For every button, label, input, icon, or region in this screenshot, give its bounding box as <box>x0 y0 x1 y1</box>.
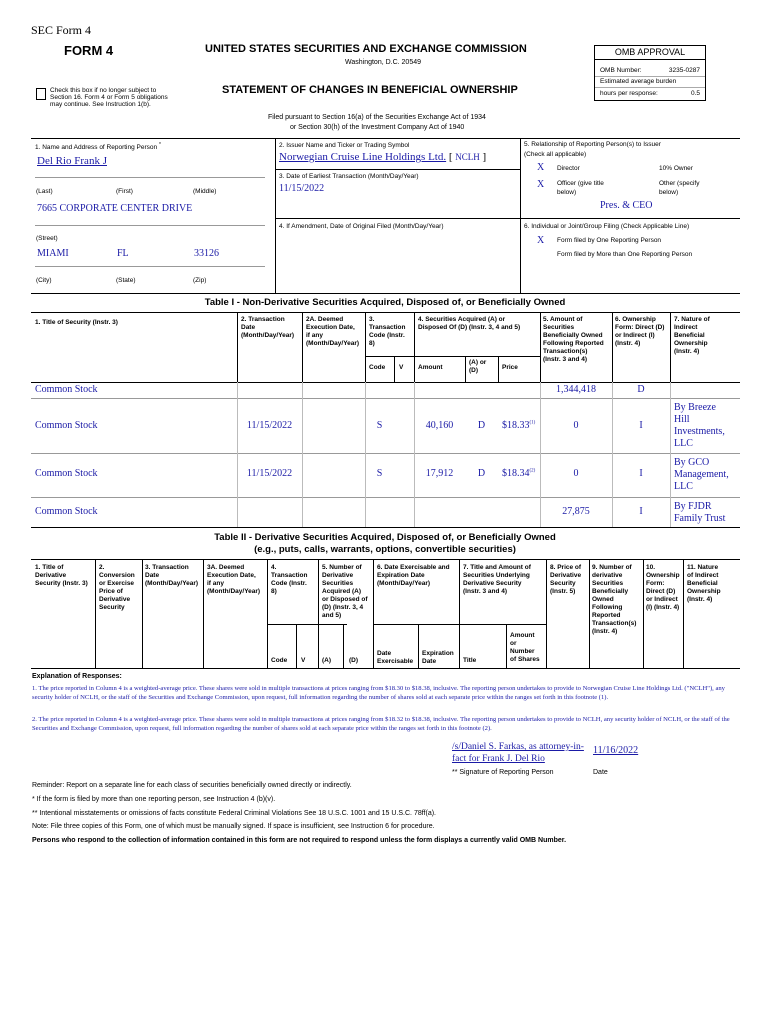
h-line: Beneficially <box>592 588 629 595</box>
city-value: MIAMI <box>37 248 69 259</box>
h-line: 6. Date Exercisable and <box>377 564 450 571</box>
reporting-person-name[interactable]: Del Rio Frank J <box>37 155 107 167</box>
section16-checkbox[interactable] <box>36 88 46 100</box>
h-line: Derivative Security <box>463 580 522 587</box>
state-value: FL <box>117 248 129 259</box>
t1-row-nature <box>674 501 725 525</box>
t1-row-date: 11/15/2022 <box>246 420 293 431</box>
t1-row-price <box>502 420 535 431</box>
h-line: Price of <box>99 588 123 595</box>
h-line: Expiration Date <box>377 572 425 579</box>
t1-row-form: D <box>637 384 645 395</box>
h-line: Beneficial <box>674 332 705 339</box>
h-line: (Instr. 4) <box>615 340 641 347</box>
h-line: Transaction <box>271 572 308 579</box>
table2-title-2: (e.g., puts, calls, warrants, options, convertible securities) <box>254 544 516 555</box>
t1-row-nature <box>674 457 729 493</box>
t1-row-title: Common Stock <box>35 506 98 517</box>
h-line: 2. <box>99 564 105 571</box>
h-line: Code (Instr. <box>369 332 405 339</box>
street-value: 7665 CORPORATE CENTER DRIVE <box>37 203 193 214</box>
h-line: (Instr. 3 and 4) <box>463 588 508 595</box>
t1-row-owned: 27,875 <box>562 506 590 517</box>
t1-row-form: I <box>639 468 643 479</box>
h-line: Derivative <box>322 572 354 579</box>
t1-row-owned: 0 <box>573 420 579 431</box>
table1-title: Table I - Non-Derivative Securities Acquired, Disposed of, or Beneficially Owned <box>204 297 566 308</box>
t1-h4 <box>418 316 520 332</box>
check-text-line: Check this box if no longer subject to <box>50 87 157 94</box>
h-line: of Shares <box>510 656 540 663</box>
last-label: (Last) <box>36 188 53 195</box>
t1-row-amount: 17,912 <box>425 468 454 479</box>
h-line: Form: Direct (D) <box>615 324 665 331</box>
nature-line: Family Trust <box>674 513 726 524</box>
note-copies: Note: File three copies of this Form, one of which must be manually signed. If space is insufficient, see Instruction 6 for procedure. <box>32 823 435 830</box>
nature-line: By GCO <box>674 457 710 468</box>
h-line: Execution Date, <box>306 324 355 331</box>
t2-h3a <box>207 564 260 596</box>
t1-row-title: Common Stock <box>35 420 98 431</box>
h-line: Date <box>422 658 437 665</box>
t2-sub-d: (D) <box>349 657 359 664</box>
h-line: (Instr. 4) <box>687 596 713 603</box>
t1-row-nature <box>674 402 725 450</box>
one-person-check[interactable]: X <box>537 235 545 246</box>
h-line: Acquired (A) <box>322 588 361 595</box>
h-line: 4. Securities Acquired (A) or <box>418 316 506 323</box>
ticker-bracket-close: ] <box>482 151 487 163</box>
price-footnote[interactable]: (2) <box>529 468 536 474</box>
form-number: FORM 4 <box>64 43 114 58</box>
other-line: Other (specify <box>659 180 700 187</box>
h-line: Transaction(s) <box>592 620 637 627</box>
t2-sub-code: Code <box>271 657 288 664</box>
city-label: (City) <box>36 277 52 284</box>
h-line: (Month/Day/Year) <box>241 332 295 339</box>
h-line: 2A. Deemed <box>306 316 344 323</box>
h-line: Disposed Of (D) (Instr. 3, 4 and 5) <box>418 324 521 331</box>
other-label <box>659 179 699 197</box>
note-misstatements: ** Intentional misstatements or omissions of facts constitute Federal Criminal Violations See 18 U.S.C. 1001 and 15 U.S.C. 78ff(a). <box>32 810 436 817</box>
h-line: 5. Amount of <box>543 316 583 323</box>
h-line: Security (Instr. 3) <box>35 580 88 587</box>
omb-number-label: OMB Number: <box>600 67 642 74</box>
t1-h7 <box>674 316 710 356</box>
t1-sub-ad <box>469 359 486 375</box>
one-person-label: Form filed by One Reporting Person <box>557 237 662 244</box>
director-check[interactable]: X <box>537 162 545 173</box>
officer-line: Officer (give title <box>557 180 604 187</box>
h-line: (Instr. 3 and 4) <box>543 356 588 363</box>
officer-label <box>557 179 604 197</box>
t1-sub-v: V <box>399 364 404 371</box>
h-line: 5. Number of <box>322 564 362 571</box>
check-text-line: may continue. See Instruction 1(b). <box>50 101 151 108</box>
h-line: Ownership <box>674 340 708 347</box>
h-line: (A) or <box>469 359 487 366</box>
h-line: derivative <box>592 572 623 579</box>
signature-label: ** Signature of Reporting Person <box>452 769 554 776</box>
t1-sub-code: Code <box>369 364 386 371</box>
h-line: or <box>510 640 517 647</box>
t1-row-form: I <box>639 506 643 517</box>
t2-sub-title: Title <box>463 657 477 664</box>
officer-line: below) <box>557 189 577 196</box>
note-omb: Persons who respond to the collection of information contained in this form are not required to respond unless the form displays a currently valid OMB Number. <box>32 837 567 844</box>
relationship-label-2: (Check all applicable) <box>524 151 587 158</box>
t2-h3 <box>145 564 198 588</box>
first-label: (First) <box>116 188 133 195</box>
t1-row-code: S <box>376 468 383 479</box>
h-line: Expiration <box>422 650 454 657</box>
nature-line: By FJDR <box>674 501 712 512</box>
omb-box <box>594 45 706 101</box>
h-line: Reported <box>592 612 621 619</box>
h-line: Derivative <box>99 596 131 603</box>
h-line: 8) <box>369 340 375 347</box>
nature-line: LLC <box>674 438 693 449</box>
label-text: 1. Name and Address of Reporting Person <box>35 144 158 152</box>
h-line: (D) <box>469 367 479 374</box>
filed-line-1: Filed pursuant to Section 16(a) of the Securities Exchange Act of 1934 <box>268 114 486 121</box>
t1-row-title: Common Stock <box>35 468 98 479</box>
h-line: Owned <box>592 596 614 603</box>
commission-city: Washington, D.C. 20549 <box>345 59 422 66</box>
nature-line: Investments, <box>674 426 725 437</box>
t2-h6 <box>377 564 450 588</box>
nature-line: Hill <box>674 414 690 425</box>
h-line: Beneficially Owned <box>543 332 603 339</box>
h-line: Amount <box>510 632 535 639</box>
state-label: (State) <box>116 277 136 284</box>
date-label: Date <box>593 769 608 776</box>
h-line: Code (Instr. <box>271 580 307 587</box>
officer-check[interactable]: X <box>537 179 545 190</box>
h-line: if any <box>207 580 224 587</box>
note-reminder: Reminder: Report on a separate line for each class of securities beneficially owned directly or indirectly. <box>32 782 352 789</box>
t1-h5 <box>543 316 604 364</box>
h-line: 3. Transaction <box>145 564 189 571</box>
h-line: Exercisable <box>377 658 414 665</box>
h-line: Ownership <box>646 572 680 579</box>
t1-h2a <box>306 316 359 348</box>
h-line: Securities <box>592 580 624 587</box>
earliest-date-value: 11/15/2022 <box>279 183 325 194</box>
footnote-1: 1. The price reported in Column 4 is a weighted-average price. These shares were sold in multiple transactions at prices ranging from $18.30 to $18.38, inclusive. The reporting person undertakes to provide to Norwegian Cruise Line Holdings Ltd. ("NCLH"), any security holder of NCLH, or the staff of the Securities and Exchange Commission, upon request, full information regarding the number of shares sold at each separate price within the ranges set forth in this footnote (1). <box>32 685 725 701</box>
t1-row-date: 11/15/2022 <box>246 468 293 479</box>
h-line: Date <box>241 324 256 331</box>
more-persons-label: Form filed by More than One Reporting Person <box>557 251 693 258</box>
signature <box>452 741 584 765</box>
signature-date: 11/16/2022 <box>593 745 639 756</box>
h-line: 3. <box>369 316 375 323</box>
t1-h1: 1. Title of Security (Instr. 3) <box>35 319 118 326</box>
h-line: Ownership <box>687 588 721 595</box>
price-value: $18.34 <box>502 468 530 479</box>
t1-row-amount: 40,160 <box>425 420 454 431</box>
h-line: or Exercise <box>99 580 135 587</box>
t2-h7 <box>463 564 531 596</box>
h-line: 4. <box>271 564 277 571</box>
h-line: Derivative <box>35 572 67 579</box>
other-line: below) <box>659 189 679 196</box>
note-multiple: * If the form is filed by more than one reporting person, see Instruction 4 (b)(v). <box>32 796 276 803</box>
h-line: and 5) <box>322 612 342 619</box>
h-line: Transaction <box>369 324 406 331</box>
h-line: 10. <box>646 564 656 571</box>
h-line: Execution Date, <box>207 572 256 579</box>
t1-row-code: S <box>376 420 383 431</box>
t2-h4 <box>271 564 307 596</box>
h-line: 2. Transaction <box>241 316 285 323</box>
issuer-label: 2. Issuer Name and Ticker or Trading Symbol <box>279 142 410 149</box>
price-footnote[interactable]: (1) <box>529 420 536 426</box>
zip-value: 33126 <box>194 248 219 259</box>
h-line: (Month/Day/Year) <box>377 580 431 587</box>
h-line: Date <box>377 650 392 657</box>
h-line: 8. Price of <box>550 564 582 571</box>
price-value: $18.33 <box>502 420 530 431</box>
footnote-2: 2. The price reported in Column 4 is a weighted-average price. These shares were sold in multiple transactions at prices ranging from $18.32 to $18.38, inclusive. The reporting person undertakes to provide to NCLH, any security holder of NCLH, or the staff of the Securities and Exchange Commission, upon request, full information regarding the number of shares sold at each separate price within the ranges set forth in this footnote (2). <box>32 716 730 732</box>
officer-title: Pres. & CEO <box>600 200 653 211</box>
relationship-label-1: 5. Relationship of Reporting Person(s) to Issuer <box>524 141 661 148</box>
h-line: Derivative <box>550 572 582 579</box>
t1-row-form: I <box>639 420 643 431</box>
h-line: Following <box>592 604 623 611</box>
omb-hours-label: hours per response: <box>600 90 658 97</box>
omb-hours-value: 0.5 <box>690 90 700 97</box>
nature-line: LLC <box>674 481 693 492</box>
h-line: (D) (Instr. 3, 4 <box>322 604 364 611</box>
t1-sub-amount: Amount <box>418 364 443 371</box>
h-line: (I) (Instr. 4) <box>646 604 680 611</box>
t2-h10 <box>646 564 680 612</box>
h-line: 8) <box>271 588 277 595</box>
middle-label: (Middle) <box>193 188 217 195</box>
t1-h2 <box>241 316 294 340</box>
h-line: (Instr. 5) <box>550 588 576 595</box>
t1-row-ad: D <box>477 468 486 479</box>
h-line: Transaction(s) <box>543 348 588 355</box>
t1-row-title: Common Stock <box>35 384 98 395</box>
amendment-label: 4. If Amendment, Date of Original Filed (Month/Day/Year) <box>279 223 444 230</box>
h-line: 1. Title of <box>35 564 64 571</box>
h-line: (Month/Day/Year) <box>207 588 261 595</box>
ticker: NCLH <box>455 152 480 162</box>
director-label: Director <box>557 165 580 172</box>
t2-sub-a: (A) <box>322 657 332 664</box>
h-line: Date <box>145 572 160 579</box>
form-tag: SEC Form 4 <box>31 23 92 37</box>
t2-sub-amount <box>510 632 540 664</box>
h-line: (Month/Day/Year) <box>306 340 360 347</box>
zip-label: (Zip) <box>193 277 207 284</box>
omb-title: OMB APPROVAL <box>595 46 705 60</box>
t1-sub-price: Price <box>502 364 518 371</box>
t2-sub-exp <box>422 650 454 666</box>
h-line: Security <box>550 580 576 587</box>
t1-row-owned: 0 <box>573 468 579 479</box>
check-box-text <box>50 87 168 108</box>
h-line: Beneficial <box>687 580 718 587</box>
h-line: 11. Nature <box>687 564 719 571</box>
h-line: 7. Nature of <box>674 316 710 323</box>
h-line: or Disposed of <box>322 596 368 603</box>
filed-line-2: or Section 30(h) of the Investment Company Act of 1940 <box>290 124 465 131</box>
filing-label: 6. Individual or Joint/Group Filing (Check Applicable Line) <box>524 223 690 230</box>
nature-line: Management, <box>674 469 729 480</box>
t2-sub-v: V <box>301 657 306 664</box>
signature-line: fact for Frank J. Del Rio <box>452 754 545 764</box>
h-line: 6. Ownership <box>615 316 656 323</box>
reporting-person-label <box>35 142 161 151</box>
t2-h1 <box>35 564 88 588</box>
t2-sub-date-ex <box>377 650 413 666</box>
h-line: Form: <box>646 580 665 587</box>
t2-h8 <box>550 564 581 596</box>
h-line: Following Reported <box>543 340 604 347</box>
h-line: 9. Number of <box>592 564 632 571</box>
h-line: Securities Underlying <box>463 572 530 579</box>
t2-h2 <box>99 564 135 612</box>
check-text-line: Section 16. Form 4 or Form 5 obligations <box>50 94 168 101</box>
h-line: Securities <box>322 580 354 587</box>
label-star: * <box>158 142 161 148</box>
t1-row-owned: 1,344,418 <box>556 384 596 395</box>
omb-number-value: 3235-0287 <box>668 67 700 74</box>
h-line: Conversion <box>99 572 135 579</box>
h-line: Securities <box>543 324 575 331</box>
issuer-name[interactable]: Norwegian Cruise Line Holdings Ltd. <box>279 151 447 163</box>
nature-line: By Breeze <box>674 402 716 413</box>
h-line: Direct (D) <box>646 588 676 595</box>
h-line: or Indirect <box>646 596 678 603</box>
h-line: Security <box>99 604 125 611</box>
commission-title: UNITED STATES SECURITIES AND EXCHANGE COMMISSION <box>205 43 527 55</box>
h-line: (Month/Day/Year) <box>145 580 199 587</box>
h-line: or Indirect (I) <box>615 332 655 339</box>
h-line: 3A. Deemed <box>207 564 245 571</box>
h-line: 7. Title and Amount of <box>463 564 531 571</box>
t2-h5 <box>322 564 368 620</box>
t2-h9 <box>592 564 636 636</box>
h-line: (Instr. 4) <box>674 348 700 355</box>
h-line: Number <box>510 648 535 655</box>
omb-burden-label: Estimated average burden <box>600 78 677 85</box>
t1-h6 <box>615 316 664 348</box>
h-line: (Instr. 4) <box>592 628 618 635</box>
explanation-heading: Explanation of Responses: <box>32 673 122 680</box>
street-label: (Street) <box>36 235 58 242</box>
earliest-date-label: 3. Date of Earliest Transaction (Month/Day/Year) <box>279 173 419 180</box>
ticker-bracket-open: [ <box>448 151 453 163</box>
h-line: if any <box>306 332 323 339</box>
issuer-line <box>279 151 486 163</box>
t1-h3 <box>369 316 405 348</box>
signature-line: /s/Daniel S. Farkas, as attorney-in- <box>452 742 584 752</box>
statement-title: STATEMENT OF CHANGES IN BENEFICIAL OWNERSHIP <box>222 84 518 96</box>
table2-title-1: Table II - Derivative Securities Acquired, Disposed of, or Beneficially Owned <box>214 532 556 543</box>
t2-h11 <box>687 564 721 604</box>
t1-row-price <box>502 468 535 479</box>
h-line: Indirect <box>674 324 698 331</box>
t1-row-ad: D <box>477 420 486 431</box>
ten-pct-label: 10% Owner <box>659 165 693 172</box>
h-line: of Indirect <box>687 572 719 579</box>
